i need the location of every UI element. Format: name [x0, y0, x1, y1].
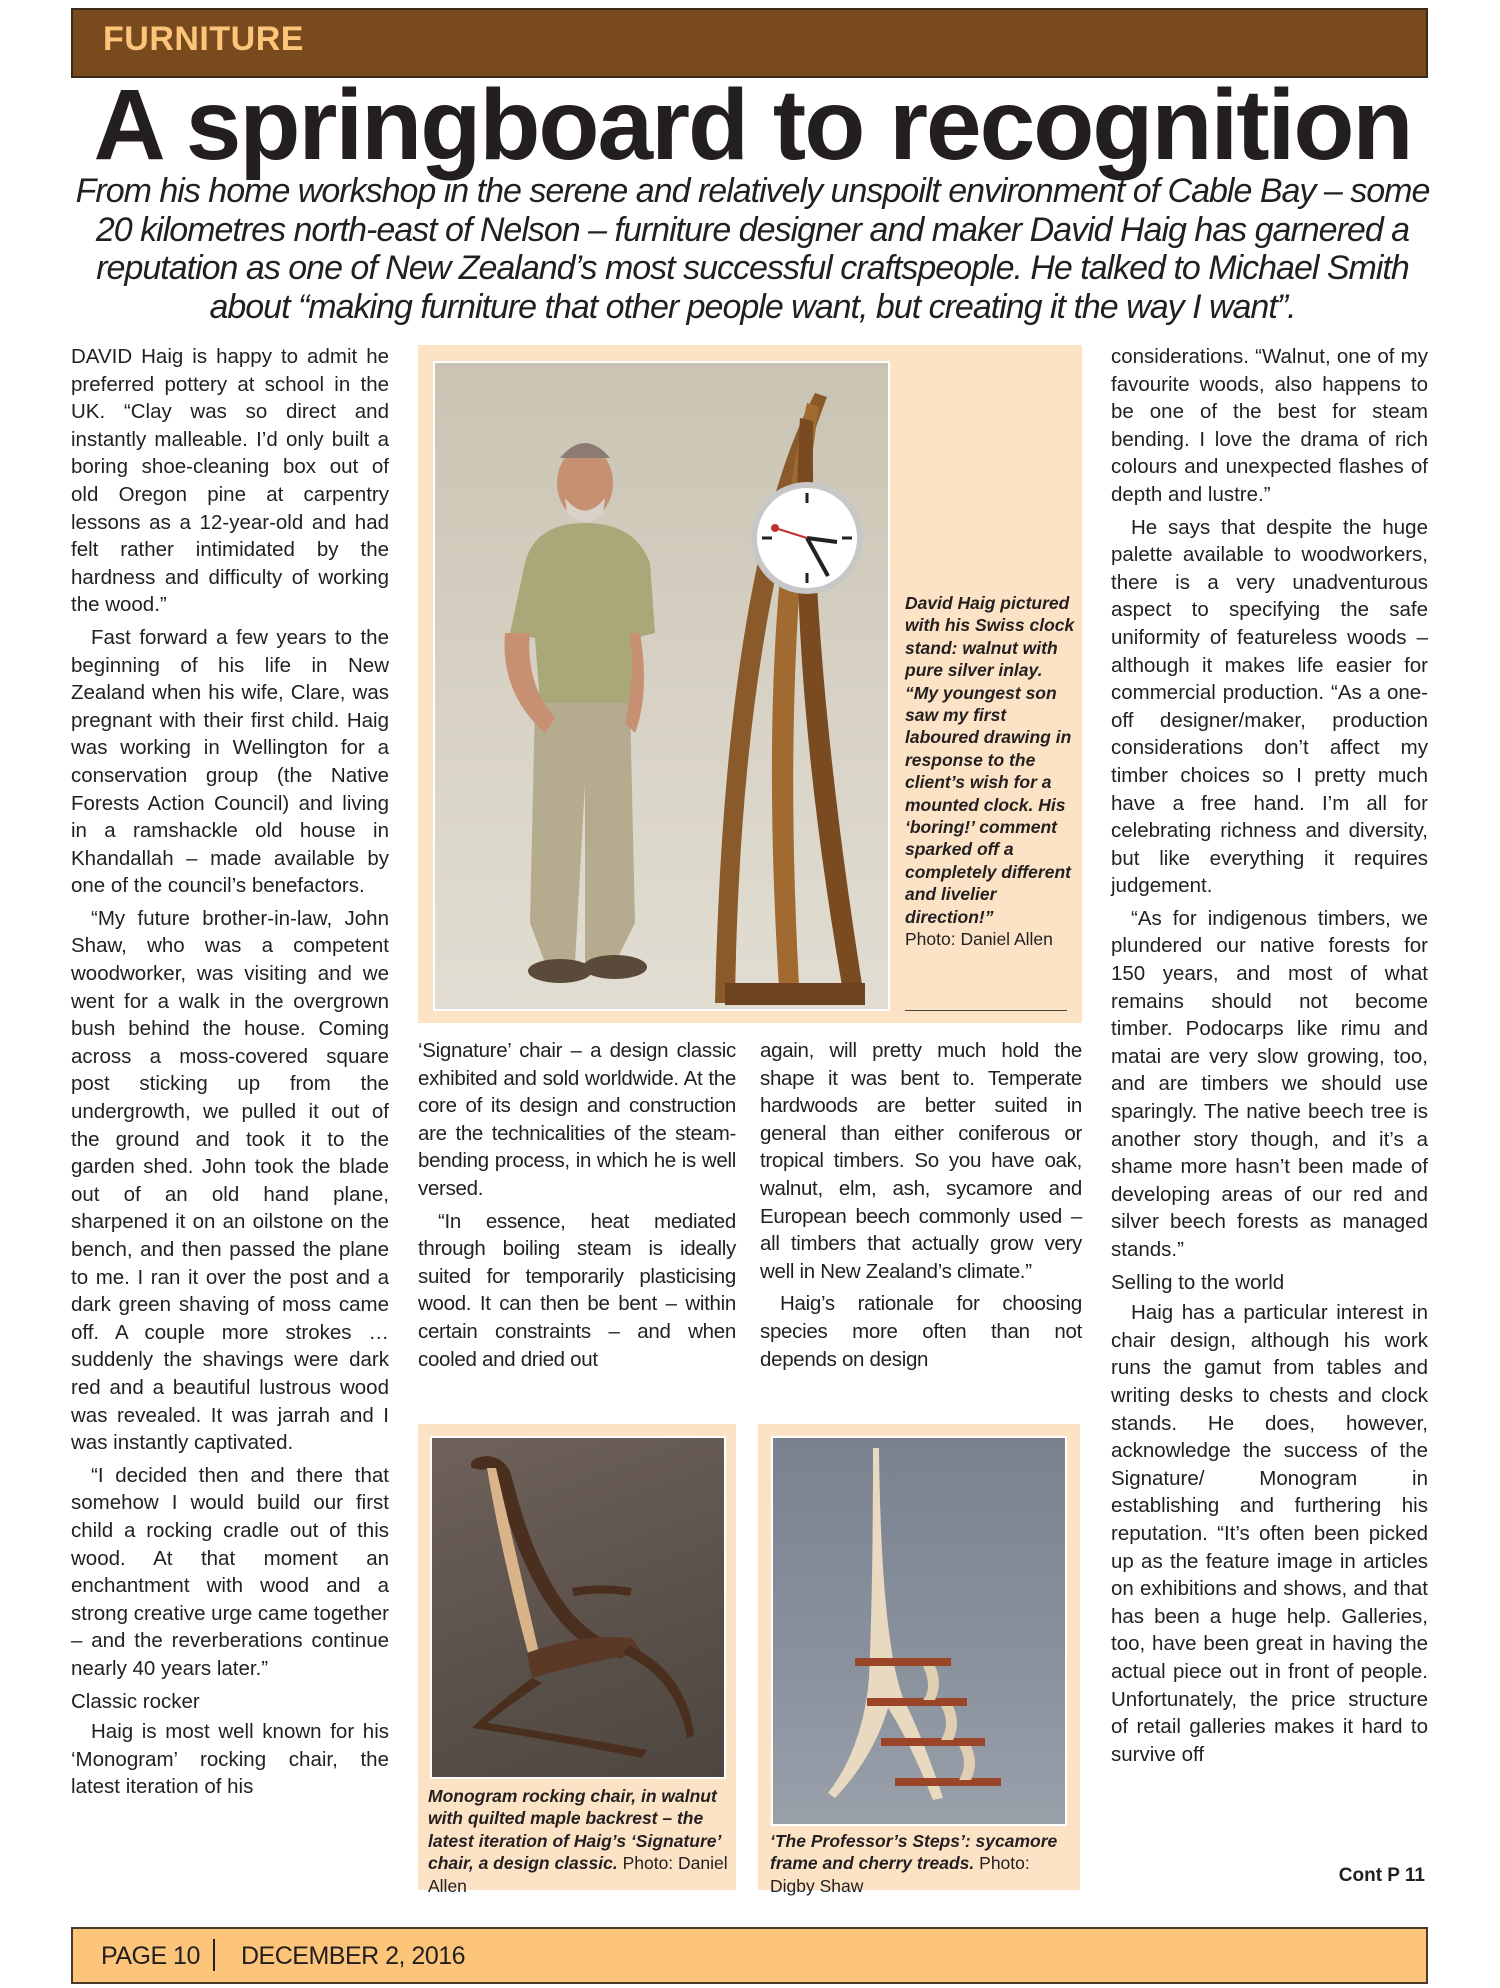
- article-column-3: [760, 1037, 1082, 1378]
- headline: A springboard to recognition: [93, 69, 1412, 181]
- standfirst: From his home workshop in the serene and relatively unspoilt environment of Cable Bay – some 20 kilometres north-east of Nelson – furniture designer and maker David Haig has garnered a reputation as one of New Zealand’s most successful craftspeople. He talked to Michael Smith about “making furniture that other people want, but creating it the way I want”.: [75, 172, 1430, 326]
- professors-steps-photo: [771, 1436, 1067, 1826]
- figure-professors-steps: [758, 1424, 1080, 1896]
- professors-steps-caption-text: ‘The Professor’s Steps’: sycamore frame and cherry treads.: [770, 1831, 1058, 1874]
- article-column-1: [71, 343, 389, 1806]
- paragraph: “As for indigenous timbers, we plundered our native forests for 150 years, and most of what remains should not become timber. Podocarps like rimu and matai are very slow growing, too, and are timbers we should use sparingly. The native beech tree is another story though, and it’s a shame more hasn’t been made of developing areas of our red and silver beech forests as managed stands.”: [1111, 906, 1428, 1261]
- paragraph: He says that despite the huge palette available to woodworkers, there is a very unadventurous aspect to specifying the safe uniformity of featureless woods – although it makes life easier for commercial production. “As a one-off designer/maker, production considerations don’t affect my timber choices so I pretty much have a free hand. I’m all for celebrating richness and diversity, but like everything it requires judgement.: [1111, 515, 1428, 898]
- professors-steps-photo-credit: Photo: Digby Shaw: [770, 1853, 1030, 1896]
- clock-stand-photo: [433, 361, 890, 1011]
- section-label: FURNITURE: [103, 20, 304, 58]
- continued-on-page-link: Cont P 11: [1338, 1865, 1425, 1886]
- clock-icon: [751, 482, 863, 594]
- paragraph: considerations. “Walnut, one of my favourite woods, also happens to be one of the best for steam bending. I love the drama of rich colours and unexpected flashes of depth and lustre.”: [1111, 345, 1428, 506]
- paragraph: ‘Signature’ chair – a design classic exhibited and sold worldwide. At the core of its design and construction are the technicalities of the steam-bending process, in which he is well versed.: [418, 1039, 736, 1200]
- clock-stand-illustration: [435, 363, 890, 1011]
- page-number: PAGE 10: [101, 1942, 200, 1970]
- clock-caption: [905, 592, 1075, 951]
- caption-rule: [905, 1010, 1067, 1011]
- paragraph: DAVID Haig is happy to admit he preferred pottery at school in the UK. “Clay was so direct and instantly malleable. I’d only built a boring shoe-cleaning box out of old Oregon pine at carpentry lessons as a 12-year-old and had felt rather intimidated by the hardness and difficulty of working the wood.”: [71, 345, 389, 617]
- paragraph: “I decided then and there that somehow I would build our first child a rocking cradle out of this wood. At that moment an enchantment with wood and a strong creative urge came together – and the reverberations continue nearly 40 years later.”: [71, 1463, 389, 1680]
- professors-steps-illustration: [773, 1438, 1067, 1826]
- rocking-chair-photo-credit: Photo: Daniel Allen: [428, 1853, 728, 1896]
- rocking-chair-caption-text: Monogram rocking chair, in walnut with quilted maple backrest – the latest iteration of Haig’s ‘Signature’ chair, a design classic.: [428, 1786, 721, 1874]
- footer-divider: [213, 1939, 215, 1971]
- subhead-selling-to-the-world: Selling to the world: [1111, 1270, 1285, 1294]
- paragraph: Haig has a particular interest in chair design, although his work runs the gamut from tables and writing desks to chests and clock stands. He does, however, acknowledge the success of the Signature/ Monogram in establishing and furthering his reputation. “It’s often been picked up as the feature image in articles on exhibitions and shows, and that has been a huge help. Galleries, too, have been great in having the actual piece out in front of people. Unfortunately, the price structure of retail galleries makes it hard to survive off: [1111, 1301, 1428, 1766]
- figure-clock-stand: [418, 345, 1082, 1023]
- article-column-2: [418, 1037, 736, 1378]
- clock-photo-credit: Photo: Daniel Allen: [905, 929, 1053, 950]
- figure-rocking-chair: [418, 1424, 736, 1896]
- subhead-classic-rocker: Classic rocker: [71, 1689, 200, 1713]
- rocking-chair-photo: [430, 1436, 726, 1779]
- paragraph: “My future brother-in-law, John Shaw, who was a competent woodworker, was visiting and we went for a walk in the overgrown bush behind the house. Coming across a moss-covered square post sticking up from the undergrowth, we pulled it out of the ground and took it to the garden shed. John took the blade out of an old hand plane, sharpened it on an oilstone on the bench, and then passed the plane to me. I ran it over the post and a dark green shaving of moss came off. A couple more strokes … suddenly the shavings were dark red and a beautiful lustrous wood was revealed. It was jarrah and I was instantly captivated.: [71, 906, 389, 1455]
- page-footer: [71, 1927, 1428, 1984]
- article-column-4: [1111, 343, 1428, 1773]
- person-figure: [505, 443, 656, 983]
- paragraph: “In essence, heat mediated through boiling steam is ideally suited for temporarily plasticising wood. It can then be bent – within certain constraints – and when cooled and dried out: [418, 1209, 736, 1371]
- rocking-chair-caption: [428, 1785, 728, 1897]
- issue-date: DECEMBER 2, 2016: [241, 1942, 466, 1970]
- clock-caption-text: David Haig pictured with his Swiss clock stand: walnut with pure silver inlay. “My youngest son saw my first laboured drawing in response to the client’s wish for a mounted clock. His ‘boring!’ comment sparked off a completely different and livelier direction!”: [905, 593, 1075, 927]
- paragraph: again, will pretty much hold the shape it was bent to. Temperate hardwoods are better suited in general than either coniferous or tropical timbers. So you have oak, walnut, elm, ash, sycamore and European beech commonly used – all timbers that actually grow very well in New Zealand’s climate.”: [760, 1039, 1082, 1283]
- professors-steps-caption: [770, 1830, 1070, 1897]
- paragraph: Fast forward a few years to the beginning of his life in New Zealand when his wife, Clare, was pregnant with their first child. Haig was working in Wellington for a conservation group (the Native Forests Action Council) and living in a ramshackle old house in Khandallah – made available by one of the council’s benefactors.: [71, 625, 389, 898]
- paragraph: Haig is most well known for his ‘Monogram’ rocking chair, the latest iteration of his: [71, 1720, 389, 1799]
- rocking-chair-illustration: [432, 1438, 726, 1779]
- paragraph: Haig’s rationale for choosing species more often than not depends on design: [760, 1292, 1082, 1371]
